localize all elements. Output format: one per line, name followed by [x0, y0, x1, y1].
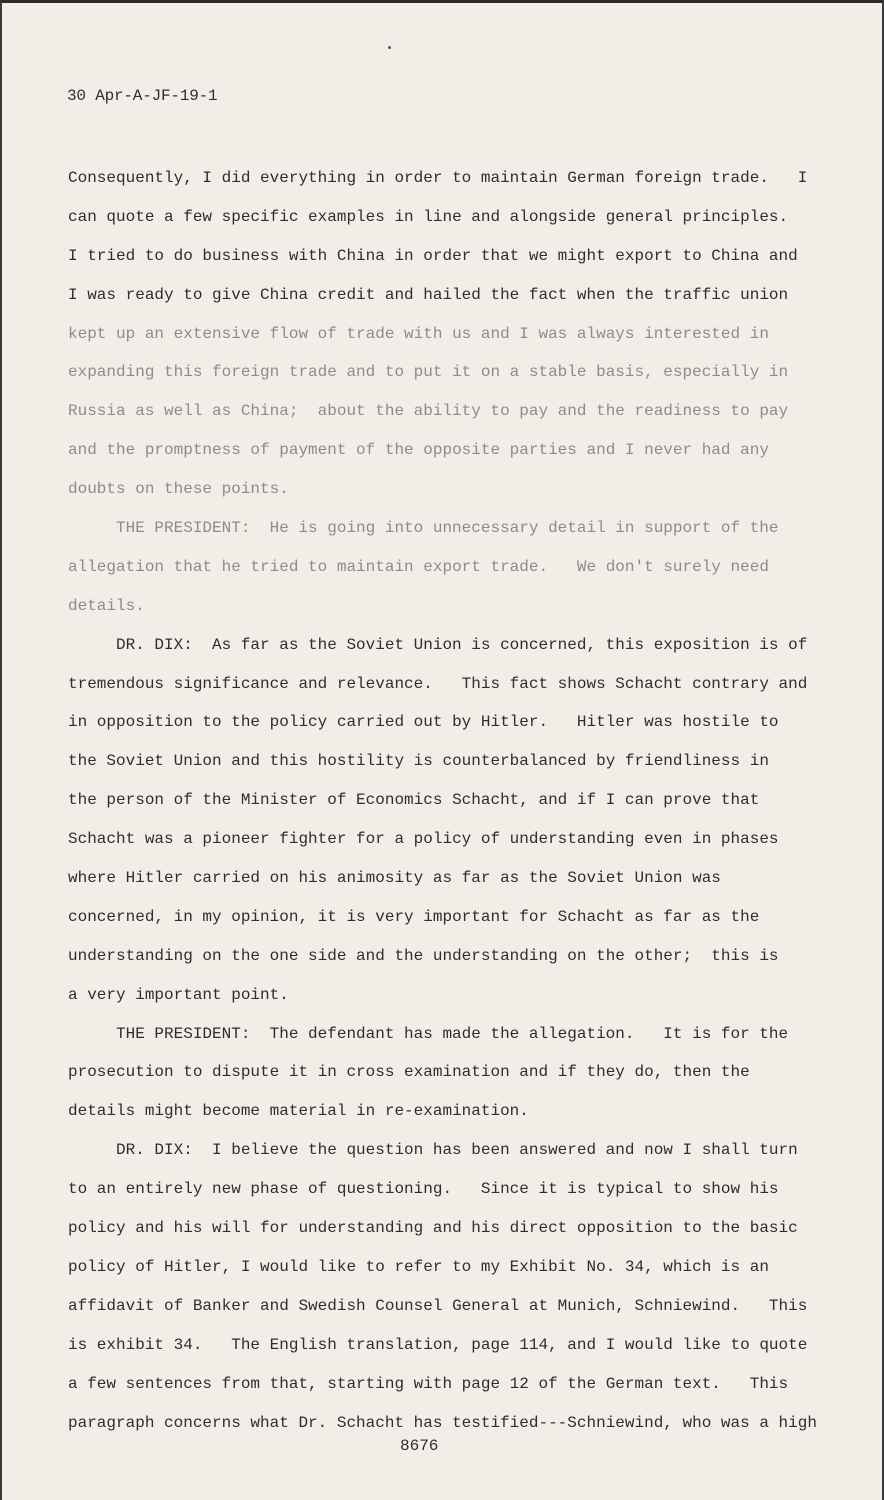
speaker-paragraph-start: THE PRESIDENT: He is going into unnecessary detail in support of the	[116, 519, 779, 538]
text-line: tremendous significance and relevance. This fact shows Schacht contrary and	[68, 674, 808, 693]
speaker-paragraph-start: DR. DIX: As far as the Soviet Union is concerned, this exposition is of	[116, 635, 808, 654]
text-line: Schacht was a pioneer fighter for a policy of understanding even in phases	[68, 830, 779, 849]
text-line: a very important point.	[68, 985, 289, 1004]
document-reference: 30 Apr-A-JF-19-1	[67, 87, 218, 105]
text-line: I was ready to give China credit and hailed the fact when the traffic union	[68, 285, 789, 304]
text-line: the person of the Minister of Economics Schacht, and if I can prove that	[68, 791, 760, 810]
text-line: Russia as well as China; about the ability to pay and the readiness to pay	[68, 402, 789, 421]
text-line: doubts on these points.	[68, 480, 289, 499]
text-line: to an entirely new phase of questioning. Since it is typical to show his	[68, 1180, 779, 1199]
speaker-paragraph-start: DR. DIX: I believe the question has been answered and now I shall turn	[116, 1141, 798, 1160]
text-line: can quote a few specific examples in line and alongside general principles.	[68, 207, 789, 226]
text-line: the Soviet Union and this hostility is counterbalanced by friendliness in	[68, 752, 769, 771]
text-line: in opposition to the policy carried out by Hitler. Hitler was hostile to	[68, 713, 779, 732]
text-line: details.	[68, 596, 145, 615]
text-line: Consequently, I did everything in order to maintain German foreign trade. I	[68, 169, 808, 187]
text-line: paragraph concerns what Dr. Schacht has testified---Schniewind, who was a high	[68, 1413, 817, 1432]
page-number: 8676	[400, 1437, 439, 1455]
text-line: affidavit of Banker and Swedish Counsel General at Munich, Schniewind. This	[68, 1296, 808, 1315]
text-line: kept up an extensive flow of trade with us and I was always interested in	[68, 324, 769, 343]
text-line: is exhibit 34. The English translation, page 114, and I would like to quote	[68, 1335, 808, 1354]
speaker-paragraph-start: THE PRESIDENT: The defendant has made the allegation. It is for the	[116, 1024, 789, 1043]
text-line: a few sentences from that, starting with page 12 of the German text. This	[68, 1374, 789, 1393]
text-line: concerned, in my opinion, it is very important for Schacht as far as the	[68, 907, 760, 926]
text-line: policy and his will for understanding and his direct opposition to the basic	[68, 1219, 798, 1238]
text-line: and the promptness of payment of the opposite parties and I never had any	[68, 441, 769, 460]
text-line: understanding on the one side and the understanding on the other; this is	[68, 946, 779, 965]
text-line: allegation that he tried to maintain export trade. We don't surely need	[68, 557, 769, 576]
text-line: where Hitler carried on his animosity as far as the Soviet Union was	[68, 869, 721, 888]
text-line: expanding this foreign trade and to put it on a stable basis, especially in	[68, 363, 789, 382]
text-line: policy of Hitler, I would like to refer to my Exhibit No. 34, which is an	[68, 1257, 769, 1276]
speck-mark	[388, 46, 391, 49]
transcript-body	[68, 159, 828, 1442]
text-line: details might become material in re-examination.	[68, 1102, 529, 1121]
text-line: prosecution to dispute it in cross examination and if they do, then the	[68, 1063, 750, 1082]
text-line: I tried to do business with China in order that we might export to China and	[68, 246, 798, 265]
